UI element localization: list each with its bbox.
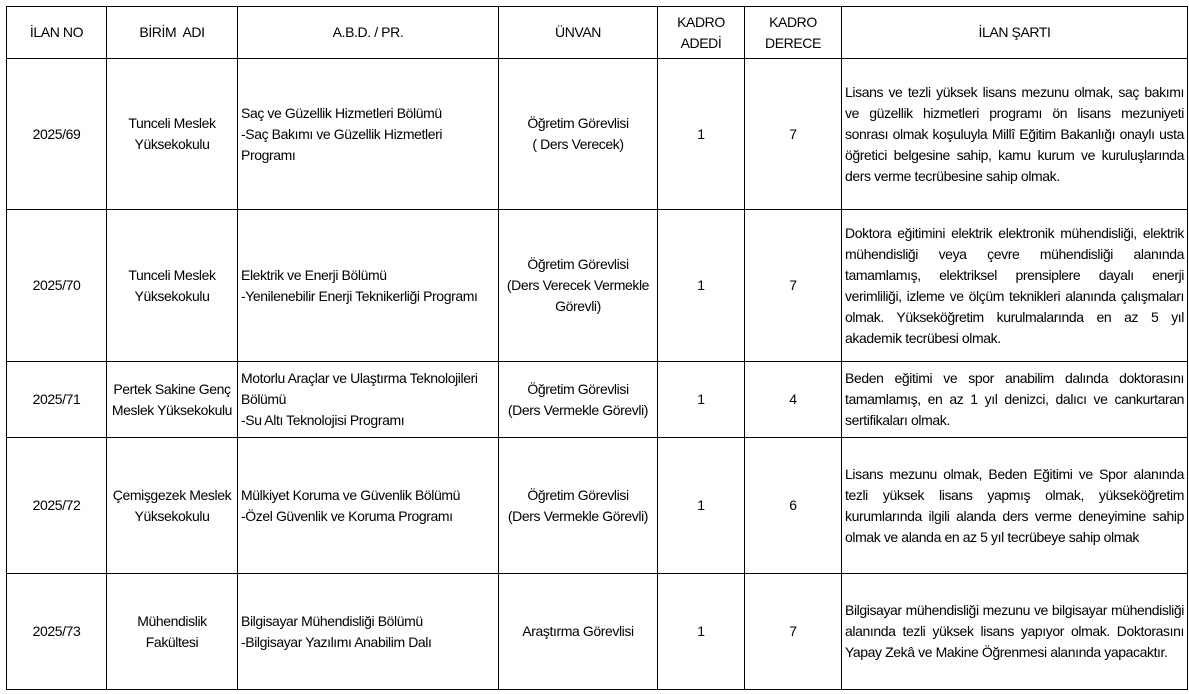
cell-birim-line: Tunceli Meslek [128, 115, 216, 131]
cell-unvan [499, 438, 658, 574]
cell-ilan-no: 2025/71 [7, 362, 107, 438]
header-birim-adi: BİRİM ADI [107, 7, 238, 59]
cell-abd [238, 362, 499, 438]
cell-birim-line: Çemişgezek Meslek [112, 486, 232, 503]
cell-unvan [499, 210, 658, 362]
table-row [7, 438, 1188, 574]
cell-unvan-line: Öğretim Görevlisi [527, 115, 629, 131]
cell-unvan-line: Öğretim Görevlisi [527, 486, 629, 503]
cell-abd-program: -Bilgisayar Yazılımı Anabilim Dalı [241, 633, 432, 650]
cell-abd [238, 574, 499, 690]
cell-birim [107, 59, 238, 210]
header-kadro-derece-line1: KADRO [769, 13, 817, 30]
cell-birim-line: Mühendislik [137, 612, 207, 629]
cell-kadro-adedi: 1 [658, 362, 745, 438]
cell-abd-bolum: Elektrik ve Enerji Bölümü [241, 266, 387, 283]
header-ilan-sarti: İLAN ŞARTI [842, 7, 1188, 59]
header-kadro-adedi [658, 7, 745, 59]
cell-abd-bolum: Saç ve Güzellik Hizmetleri Bölümü [241, 104, 442, 121]
table-row [7, 210, 1188, 362]
cell-birim-line: Yüksekokulu [134, 136, 210, 152]
cell-unvan-line: Araştırma Görevlisi [522, 623, 634, 639]
cell-birim-line: Tunceli Meslek [128, 266, 216, 283]
cell-ilan-sarti: Lisans ve tezli yüksek lisans mezunu olmak, saç bakımı ve güzellik hizmetleri programı ön lisans mezuniyeti sonrası olmak koşuluyla Millî Eğitim Bakanlığı onaylı usta öğretici belgesine sahip, kamu kurum ve kuruluşlarında ders verme tecrübesine sahip olmak. [842, 59, 1188, 210]
cell-kadro-derece: 7 [745, 574, 842, 690]
cell-unvan-line: Öğretim Görevlisi [527, 256, 629, 272]
cell-ilan-sarti: Bilgisayar mühendisliği mezunu ve bilgisayar mühendisliği alanında tezli yüksek lisans yapıyor olmak. Doktorasını Yapay Zekâ ve Makine Öğrenmesi alanında yapacaktır. [842, 574, 1188, 690]
cell-ilan-no: 2025/70 [7, 210, 107, 362]
cell-ilan-no: 2025/73 [7, 574, 107, 690]
cell-birim [107, 362, 238, 438]
cell-abd [238, 210, 499, 362]
header-ilan-no: İLAN NO [7, 7, 107, 59]
cell-ilan-sarti: Lisans mezunu olmak, Beden Eğitimi ve Spor alanında tezli yüksek lisans yapmış olmak, yükseköğretim kurumlarında ilgili alanda ders verme deneyimine sahip olmak ve alanda en az 5 yıl tecrübeye sahip olmak [842, 438, 1188, 574]
cell-abd [238, 59, 499, 210]
header-abd-pr: A.B.D. / PR. [238, 7, 499, 59]
cell-birim [107, 438, 238, 574]
cell-birim [107, 210, 238, 362]
cell-kadro-adedi: 1 [658, 59, 745, 210]
cell-birim-line: Meslek Yüksekokulu [111, 401, 233, 418]
cell-abd-program: -Su Altı Teknolojisi Programı [241, 412, 405, 428]
table-row [7, 574, 1188, 690]
cell-birim-line: Fakültesi [145, 633, 199, 650]
cell-abd-bolum: Mülkiyet Koruma ve Güvenlik Bölümü [241, 486, 461, 503]
cell-ilan-sarti: Doktora eğitimini elektrik elektronik mühendisliği, elektrik mühendisliği veya çevre mühendisliği alanında tamamlamış, elektriksel prensiplere dayalı enerji verimliliği, izleme ve ölçüm teknikleri alanında çalışmaları olmak. Yükseköğretim kurulmalarında en az 5 yıl akademik tecrübesi olmak. [842, 210, 1188, 362]
cell-abd-program: -Saç Bakımı ve Güzellik Hizmetleri Programı [241, 125, 443, 163]
header-unvan: ÜNVAN [499, 7, 658, 59]
cell-ilan-no: 2025/72 [7, 438, 107, 574]
cell-unvan-line: Öğretim Görevlisi [527, 380, 629, 397]
cell-kadro-adedi: 1 [658, 574, 745, 690]
cell-unvan [499, 362, 658, 438]
cell-kadro-derece: 7 [745, 210, 842, 362]
cell-birim-line: Pertek Sakine Genç [113, 380, 231, 397]
header-kadro-adedi-line2: ADEDİ [680, 34, 722, 51]
cell-ilan-no: 2025/69 [7, 59, 107, 210]
cell-unvan-line: (Ders Vermekle Görevli) [507, 507, 649, 524]
header-kadro-derece-line2: DERECE [765, 34, 821, 51]
header-kadro-derece [745, 7, 842, 59]
table-row [7, 362, 1188, 438]
cell-abd-bolum: Bilgisayar Mühendisliği Bölümü [241, 612, 423, 629]
header-kadro-adedi-line1: KADRO [677, 13, 725, 30]
cell-abd [238, 438, 499, 574]
cell-birim-line: Yüksekokulu [134, 287, 210, 304]
cell-kadro-derece: 6 [745, 438, 842, 574]
cell-unvan [499, 574, 658, 690]
cell-birim-line: Yüksekokulu [134, 507, 210, 524]
cell-unvan-line: (Ders Vermekle Görevli) [507, 401, 649, 418]
cell-kadro-derece: 7 [745, 59, 842, 210]
cell-abd-bolum: Motorlu Araçlar ve Ulaştırma Teknolojileri Bölümü [241, 370, 478, 407]
cell-kadro-derece: 4 [745, 362, 842, 438]
cell-unvan-line: Görevli) [555, 298, 601, 314]
table-row [7, 59, 1188, 210]
cell-birim [107, 574, 238, 690]
cell-abd-program: -Özel Güvenlik ve Koruma Programı [241, 507, 453, 524]
cell-unvan-line: (Ders Verecek Vermekle [506, 277, 650, 293]
cell-unvan-line: ( Ders Verecek) [532, 136, 624, 152]
cell-kadro-adedi: 1 [658, 438, 745, 574]
cell-unvan [499, 59, 658, 210]
header-row [7, 7, 1188, 59]
cell-ilan-sarti: Beden eğitimi ve spor anabilim dalında doktorasını tamamlamış, en az 1 yıl denizci, dalıcı ve cankurtaran sertifikaları olmak. [842, 362, 1188, 438]
cell-kadro-adedi: 1 [658, 210, 745, 362]
job-listing-table [6, 6, 1188, 690]
cell-abd-program: -Yenilenebilir Enerji Teknikerliği Programı [241, 287, 478, 304]
